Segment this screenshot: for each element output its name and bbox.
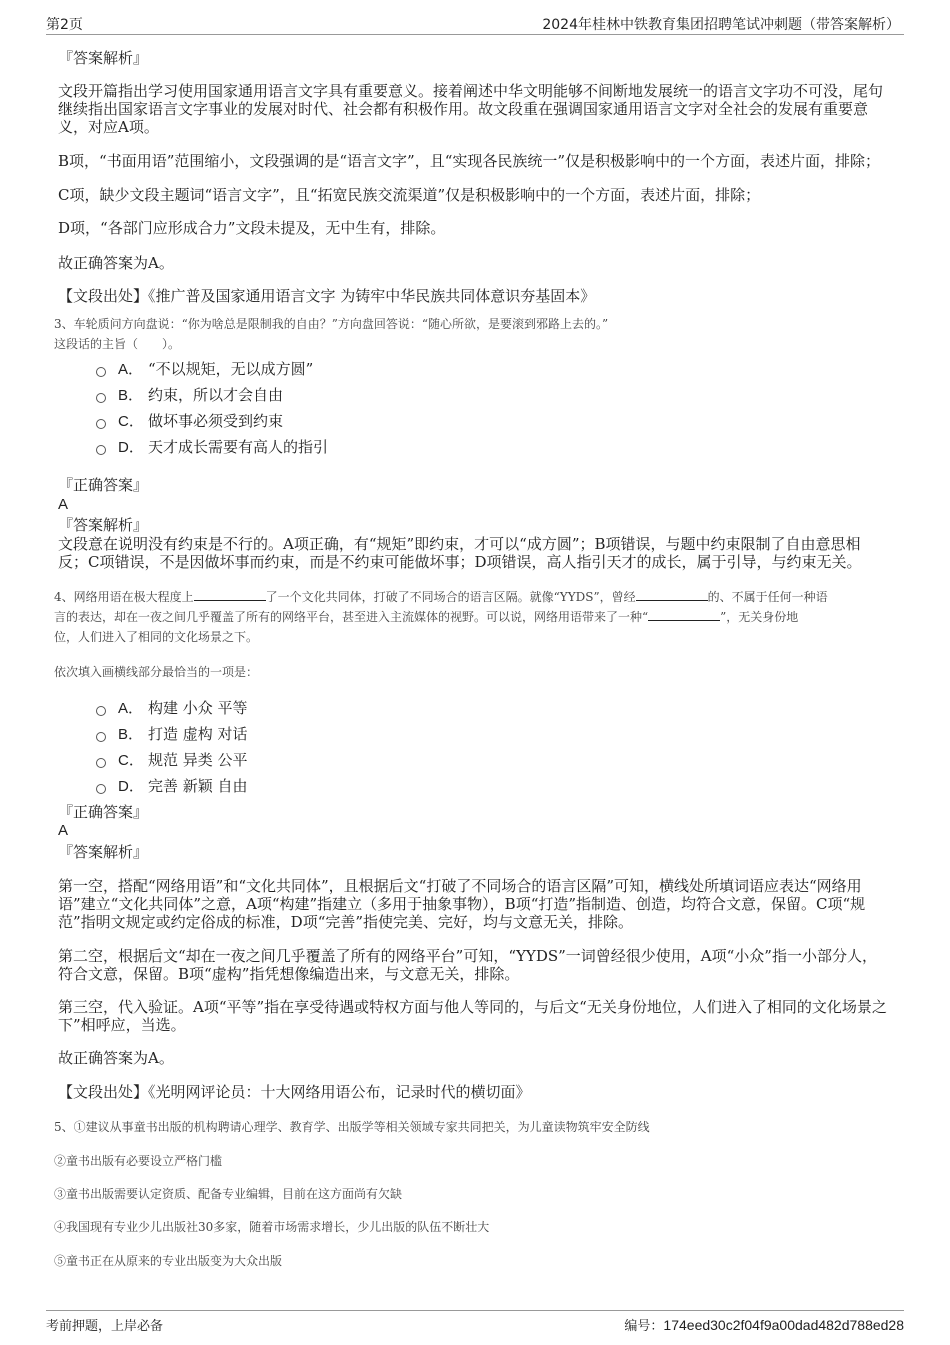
radio-icon[interactable]: [96, 419, 106, 429]
q4-stem: 4、网络用语在极大程度上 了一个文化共同体，打破了不同场合的语言区隔。就像“YYDS”，曾经 的、不属于任何一种语 言的表达，却在一夜之间几乎覆盖了所有的网络平台，甚至进入主流媒体的视野。可以说，网络用语带来了一种“ ”，无关身份地 位，人们进入了相同的文化场景之下。: [54, 590, 828, 644]
q4-option-c[interactable]: C． 规范 异类 公平: [96, 749, 248, 770]
q3-answer: A: [58, 496, 69, 513]
q3-stem-2: 这段话的主旨（ ）。: [54, 337, 181, 351]
radio-icon[interactable]: [96, 758, 106, 768]
q2-source: 【文段出处】《推广普及国家通用语言文字 为铸牢中华民族共同体意识夯基固本》: [58, 287, 596, 305]
radio-icon[interactable]: [96, 445, 106, 455]
q4-option-d[interactable]: D． 完善 新颖 自由: [96, 775, 248, 796]
q5-sentence-5: ⑤童书正在从原来的专业出版变为大众出版: [54, 1254, 283, 1268]
footer-slogan: 考前押题，上岸必备: [46, 1319, 164, 1334]
q3-option-d[interactable]: D． 天才成长需要有高人的指引: [96, 436, 328, 457]
page-header: [46, 12, 904, 35]
q2-analysis-p2: B项，“书面用语”范围缩小，文段强调的是“语言文字”，且“实现各民族统一”仅是积极影响中的一个方面，表述片面，排除；: [58, 152, 881, 170]
q3-option-a[interactable]: A． “不以规矩，无以成方圆”: [96, 358, 313, 379]
page-footer: [46, 1310, 904, 1333]
radio-icon[interactable]: [96, 393, 106, 403]
q4-option-b[interactable]: B． 打造 虚构 对话: [96, 723, 248, 744]
q4-analysis-heading: 『答案解析』: [58, 843, 149, 861]
q5-sentence-4: ④我国现有专业少儿出版社30多家，随着市场需求增长，少儿出版的队伍不断壮大: [54, 1220, 490, 1234]
q4-source: 【文段出处】《光明网评论员：十大网络用语公布，记录时代的横切面》: [58, 1083, 531, 1101]
q2-analysis-heading: 『答案解析』: [58, 49, 149, 67]
q4-analysis-p1: 第一空，搭配“网络用语”和“文化共同体”，且根据后文“打破了不同场合的语言区隔”可知，横线处所填词语应表达“网络用语”建立“文化共同体”之意，A项“构建”指建立（多用于抽象事物），B项“打造”指制造、创造，均符合文意，保留。C项“规范”指明文规定或约定俗成的标准，D项“完善”指使完美、完好，均与文意无关，排除。: [58, 877, 866, 931]
radio-icon[interactable]: [96, 784, 106, 794]
q5-sentence-1: 5、①建议从事童书出版的机构聘请心理学、教育学、出版学等相关领域专家共同把关，为儿童读物筑牢安全防线: [54, 1120, 650, 1134]
q3-option-b[interactable]: B． 约束，所以才会自由: [96, 384, 283, 405]
q2-analysis-p4: D项，“各部门应形成合力”文段未提及，无中生有，排除。: [58, 219, 446, 237]
q3-answer-heading: 『正确答案』: [58, 476, 149, 494]
document-title: 2024年桂林中铁教育集团招聘笔试冲刺题（带答案解析）: [542, 17, 900, 33]
q2-analysis-p5: 故正确答案为A。: [58, 254, 174, 272]
document-code: 编号：174eed30c2f04f9a00dad482d788ed28: [624, 1317, 904, 1334]
q3-option-c[interactable]: C． 做坏事必须受到约束: [96, 410, 283, 431]
q3-analysis: 文段意在说明没有约束是不行的。A项正确，有“规矩”即约束，才可以“成方圆”；B项错误，与题中约束限制了自由意思相反；C项错误，不是因做坏事而约束，而是不约束可能做坏事；D项错误，高人指引天才的成长，属于引导，与约束无关。: [58, 535, 862, 571]
blank-2: [636, 588, 708, 601]
radio-icon[interactable]: [96, 706, 106, 716]
q5-sentence-2: ②童书出版有必要设立严格门槛: [54, 1154, 223, 1168]
q5-sentence-3: ③童书出版需要认定资质、配备专业编辑，目前在这方面尚有欠缺: [54, 1187, 403, 1201]
page-number: 第2页: [46, 17, 83, 33]
q4-answer: A: [58, 822, 69, 839]
q2-analysis-p1: 文段开篇指出学习使用国家通用语言文字具有重要意义。接着阐述中华文明能够不间断地发展统一的语言文字功不可没，尾句继续指出国家语言文字事业的发展对时代、社会都有积极作用。故文段重在强调国家通用语言文字对全社会的发展有重要意义，对应A项。: [58, 82, 884, 136]
q4-analysis-p2: 第二空，根据后文“却在一夜之间几乎覆盖了所有的网络平台”可知，“YYDS”一词曾经很少使用，A项“小众”指一小部分人，符合文意，保留。B项“虚构”指凭想像编造出来，与文意无关，排除。: [58, 947, 877, 983]
q3-analysis-heading: 『答案解析』: [58, 516, 149, 534]
radio-icon[interactable]: [96, 732, 106, 742]
q3-stem: 3、车轮质问方向盘说：“你为啥总是限制我的自由？”方向盘回答说：“随心所欲，是要滚到邪路上去的。”: [54, 317, 609, 331]
q4-option-a[interactable]: A． 构建 小众 平等: [96, 697, 248, 718]
q4-instruction: 依次填入画横线部分最恰当的一项是：: [54, 665, 259, 679]
blank-1: [194, 588, 266, 601]
q4-analysis-p4: 故正确答案为A。: [58, 1049, 174, 1067]
radio-icon[interactable]: [96, 367, 106, 377]
blank-3: [648, 608, 720, 621]
q4-analysis-p3: 第三空，代入验证。A项“平等”指在享受待遇或特权方面与他人等同的，与后文“无关身份地位，人们进入了相同的文化场景之下”相呼应，当选。: [58, 998, 887, 1034]
q4-answer-heading: 『正确答案』: [58, 803, 149, 821]
q2-analysis-p3: C项，缺少文段主题词“语言文字”，且“拓宽民族交流渠道”仅是积极影响中的一个方面，表述片面，排除；: [58, 186, 761, 204]
